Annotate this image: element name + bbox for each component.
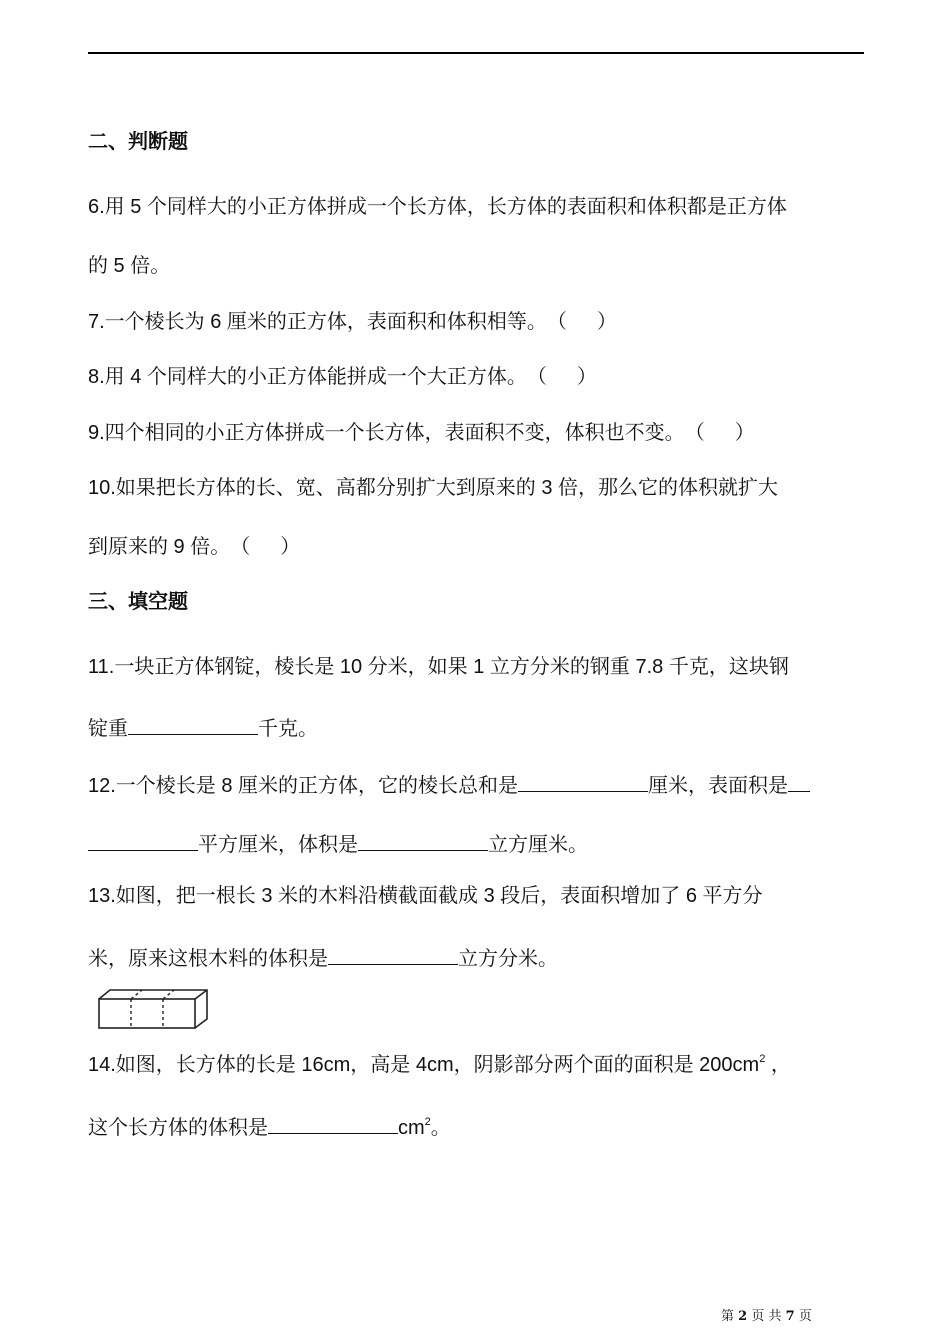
question-11-line1: 11.一块正方体钢锭，棱长是 10 分米，如果 1 立方分米的钢重 7.8 千克，这块钢 [88,656,789,678]
log-top-right-edges [99,990,207,1028]
question-11-line2 [88,714,318,741]
question-10-line2 [88,535,300,559]
question-12-line2 [88,830,588,857]
question-11-post: 千克。 [258,718,318,740]
paren-open: （ [684,422,705,444]
log-corner-edge [195,990,207,999]
paren-close: ） [280,536,301,558]
answer-blank-12b-start[interactable] [788,771,810,792]
paren-open: （ [230,536,251,558]
question-14-post: ， [770,1054,791,1076]
section-title-fill: 三、填空题 [88,591,188,613]
question-12-mid: 厘米，表面积是 [648,775,789,797]
footer-pre: 第 [721,1309,735,1324]
question-10-text: 到原来的 9 倍。 [88,536,231,558]
superscript: 2 [424,1116,431,1128]
answer-blank-12c[interactable] [358,830,488,851]
answer-blank-13[interactable] [328,944,458,965]
footer-page-number: 2 [738,1309,748,1324]
question-14-pre: 14.如图，长方体的长是 16cm，高是 4cm，阴影部分两个面的面积是 200cm [88,1054,760,1076]
question-8 [88,365,597,389]
question-14-line1 [88,1053,791,1077]
answer-paren-9[interactable] [685,421,755,445]
question-8-text: 8.用 4 个同样大的小正方体能拼成一个大正方体。 [88,366,527,388]
cut-line-top-2 [163,990,174,999]
log-front-face [99,999,195,1028]
cut-line-top-1 [131,990,142,999]
header-rule [88,52,864,54]
wood-log-figure [97,987,211,1031]
answer-blank-11[interactable] [128,714,258,735]
question-14-line2-post: 。 [430,1117,451,1139]
question-11-pre: 锭重 [88,718,128,740]
page-footer [721,1305,812,1324]
question-13-line1: 13.如图，把一根长 3 米的木料沿横截面截成 3 段后，表面积增加了 6 平方分 [88,885,763,907]
question-12-line1 [88,771,810,798]
superscript: 2 [759,1053,766,1065]
question-9 [88,421,755,445]
answer-blank-14[interactable] [268,1113,398,1134]
question-14-line2-pre: 这个长方体的体积是 [88,1117,268,1139]
question-13-pre: 米，原来这根木料的体积是 [88,948,328,970]
answer-paren-10[interactable] [230,535,300,559]
footer-total-pages: 7 [785,1309,795,1324]
question-12-post: 立方厘米。 [488,834,588,856]
unit-label: cm [398,1117,425,1139]
question-10-line1: 10.如果把长方体的长、宽、高都分别扩大到原来的 3 倍，那么它的体积就扩大 [88,477,779,499]
answer-blank-12a[interactable] [518,771,648,792]
paren-close: ） [734,422,755,444]
question-6-line1: 6.用 5 个同样大的小正方体拼成一个长方体，长方体的表面积和体积都是正方体 [88,196,787,218]
question-13-post: 立方分米。 [458,948,558,970]
question-6-line2: 的 5 倍。 [88,255,171,277]
paren-open: （ [546,311,567,333]
question-9-text: 9.四个相同的小正方体拼成一个长方体，表面积不变，体积也不变。 [88,422,685,444]
answer-blank-12b-end[interactable] [88,830,198,851]
section-title-judge: 二、判断题 [88,131,188,153]
footer-mid: 页 共 [751,1309,782,1324]
footer-post: 页 [798,1309,812,1324]
paren-close: ） [576,366,597,388]
answer-paren-8[interactable] [527,365,597,389]
paren-close: ） [596,311,617,333]
question-12-pre: 12.一个棱长是 8 厘米的正方体，它的棱长总和是 [88,775,519,797]
question-7-text: 7.一个棱长为 6 厘米的正方体，表面积和体积相等。 [88,311,547,333]
question-12-mid2: 平方厘米，体积是 [198,834,358,856]
question-7 [88,310,617,334]
question-14-line2 [88,1113,451,1140]
question-13-line2 [88,944,558,971]
paren-open: （ [526,366,547,388]
answer-paren-7[interactable] [547,310,617,334]
